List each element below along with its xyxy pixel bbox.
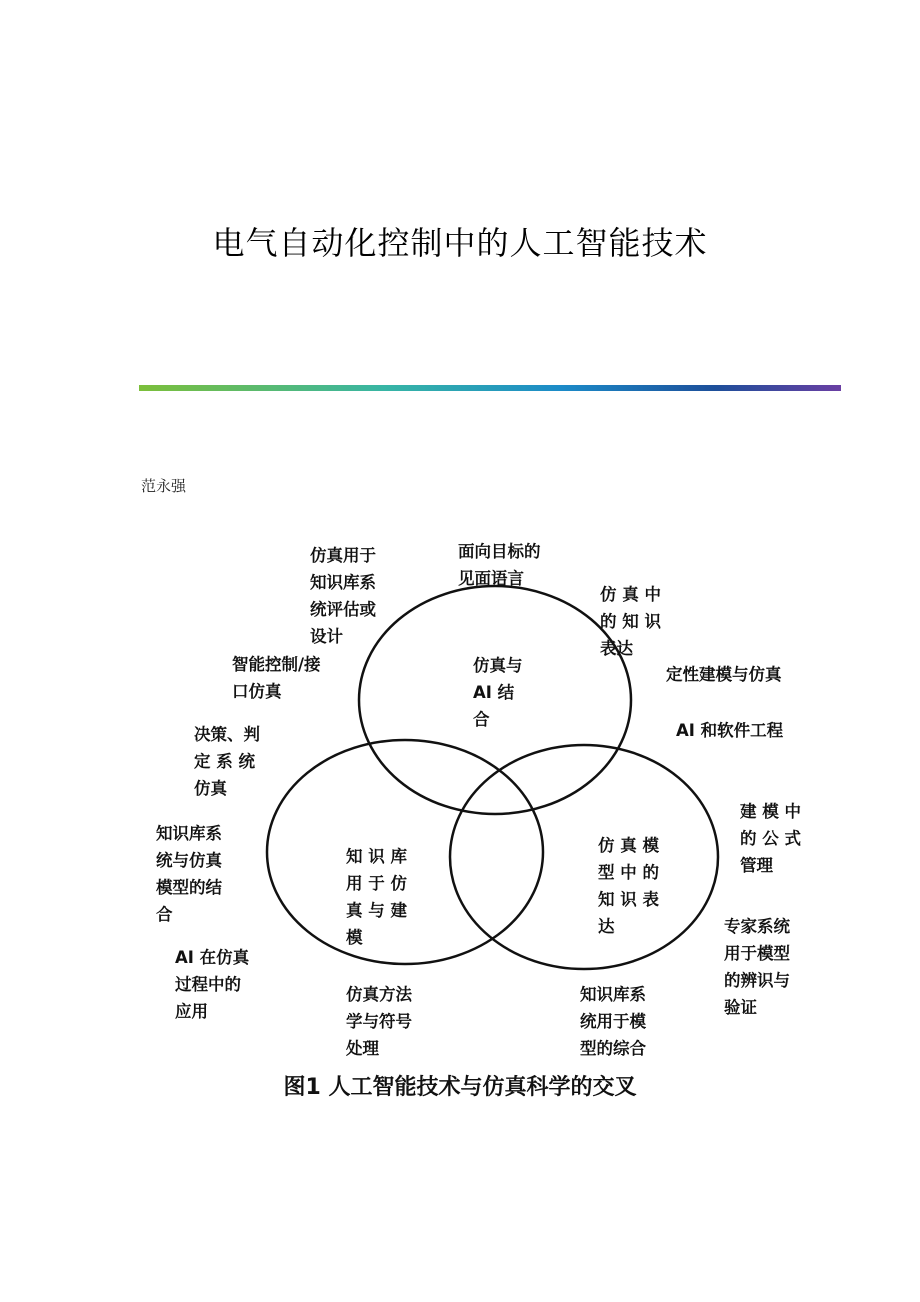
label-kb-synthesis: 知识库系 统用于模 型的综合 [580, 985, 646, 1058]
label-expert-system: 专家系统 用于模型 的辨识与 验证 [724, 917, 790, 1017]
label-top-circle: 仿真与 AI 结 合 [473, 656, 523, 729]
label-kb-model-combo: 知识库系 统与仿真 模型的结 合 [156, 824, 222, 924]
circle-right [450, 745, 718, 969]
label-formula-mgmt: 建 模 中 的 公 式 管理 [740, 802, 801, 875]
title-divider [139, 385, 841, 391]
label-ai-application: AI 在仿真 过程中的 应用 [175, 948, 250, 1021]
author-name: 范永强 [141, 477, 187, 495]
label-decision: 决策、判 定 系 统 仿真 [194, 725, 260, 798]
label-intelligent-control: 智能控制/接 口仿真 [232, 655, 321, 701]
label-right-circle: 仿 真 模 型 中 的 知 识 表 达 [598, 836, 659, 936]
label-sim-kb-eval: 仿真用于 知识库系 统评估或 设计 [310, 546, 376, 646]
figure-caption: 图1 人工智能技术与仿真科学的交叉 [283, 1075, 637, 1100]
label-goal-language: 面向目标的 见面语言 [458, 542, 541, 588]
label-methodology: 仿真方法 学与符号 处理 [346, 985, 412, 1058]
label-ai-software: AI 和软件工程 [676, 721, 784, 740]
venn-figure [150, 530, 830, 1090]
label-left-circle: 知 识 库 用 于 仿 真 与 建 模 [346, 847, 407, 947]
label-knowledge-rep: 仿 真 中 的 知 识 表达 [600, 585, 661, 658]
document-title: 电气自动化控制中的人工智能技术 [212, 224, 708, 262]
label-qualitative: 定性建模与仿真 [666, 665, 782, 684]
